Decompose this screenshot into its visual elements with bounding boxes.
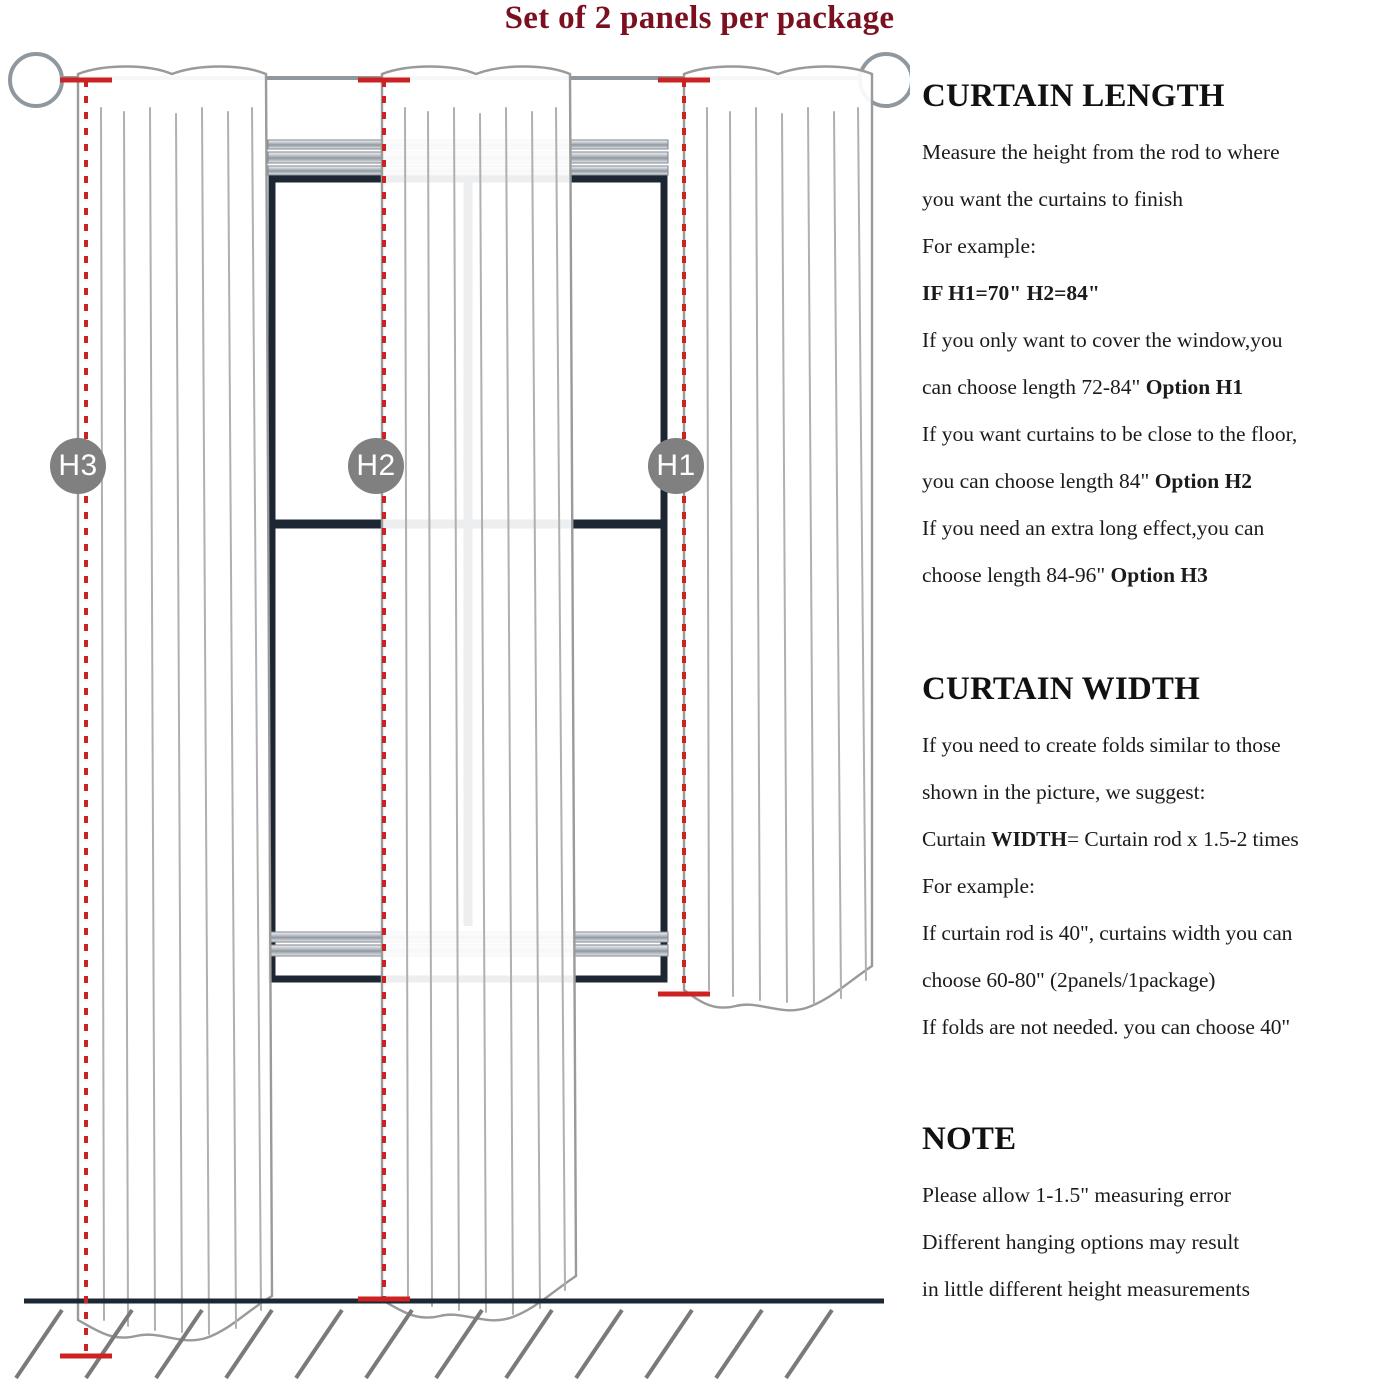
text-line <box>922 863 1392 910</box>
curtain-panel-right <box>684 67 872 1011</box>
text-line <box>922 364 1392 411</box>
page-title: Set of 2 panels per package <box>504 0 895 36</box>
text-line <box>922 129 1392 176</box>
text-line <box>922 1219 1392 1266</box>
text-run: Different hanging options may result <box>922 1230 1240 1254</box>
text-line <box>922 1266 1392 1313</box>
text-run: For example: <box>922 874 1035 898</box>
text-line <box>922 223 1392 270</box>
text-run: shown in the picture, we suggest: <box>922 780 1206 804</box>
section-body-note <box>922 1172 1392 1313</box>
text-line <box>922 1172 1392 1219</box>
text-line <box>922 1004 1392 1051</box>
text-run: Measure the height from the rod to where <box>922 140 1280 164</box>
text-run: you can choose length 84" <box>922 469 1155 493</box>
text-line <box>922 317 1392 364</box>
text-run: If folds are not needed. you can choose 40" <box>922 1015 1291 1039</box>
text-run: If you only want to cover the window,you <box>922 328 1283 352</box>
measure-label-h2: H2 <box>348 438 404 494</box>
text-line <box>922 910 1392 957</box>
text-line <box>922 816 1392 863</box>
text-emphasis: Option H1 <box>1145 375 1244 399</box>
text-line <box>922 505 1392 552</box>
section-heading-curtain-length: CURTAIN LENGTH <box>922 78 1225 114</box>
text-run: If you need an extra long effect,you can <box>922 516 1265 540</box>
measure-label-h1: H1 <box>648 438 704 494</box>
section-body-curtain-width <box>922 722 1392 1051</box>
text-run: = Curtain rod x 1.5-2 times <box>1067 827 1299 851</box>
text-line <box>922 957 1392 1004</box>
text-line <box>922 552 1392 599</box>
text-run: Curtain <box>922 827 992 851</box>
text-line <box>922 458 1392 505</box>
text-emphasis: WIDTH <box>991 827 1068 851</box>
text-run: choose 60-80" (2panels/1package) <box>922 968 1216 992</box>
curtain-panel-middle <box>382 67 576 1321</box>
text-emphasis: Option H2 <box>1154 469 1253 493</box>
text-run: you want the curtains to finish <box>922 187 1183 211</box>
text-line <box>922 270 1392 317</box>
text-run: If you want curtains to be close to the floor, <box>922 422 1298 446</box>
section-heading-curtain-width: CURTAIN WIDTH <box>922 671 1201 707</box>
section-curtain-length <box>922 78 1392 599</box>
section-note <box>922 1121 1392 1313</box>
text-run: If curtain rod is 40", curtains width you can <box>922 921 1293 945</box>
curtain-illustration <box>0 48 910 1382</box>
text-run: Please allow 1-1.5" measuring error <box>922 1183 1232 1207</box>
text-emphasis: IF H1=70" H2=84" <box>922 281 1100 305</box>
text-emphasis: Option H3 <box>1110 563 1208 587</box>
text-run: choose length 84-96" <box>922 563 1111 587</box>
text-run: If you need to create folds similar to those <box>922 733 1281 757</box>
text-line <box>922 411 1392 458</box>
text-line <box>922 722 1392 769</box>
measure-label-h3: H3 <box>50 438 106 494</box>
text-run: in little different height measurements <box>922 1277 1250 1301</box>
text-run: For example: <box>922 234 1037 258</box>
section-curtain-width <box>922 671 1392 1051</box>
section-heading-note: NOTE <box>922 1121 1017 1157</box>
text-line <box>922 176 1392 223</box>
section-body-curtain-length <box>922 129 1392 599</box>
curtain-panel-left <box>78 67 272 1341</box>
text-line <box>922 769 1392 816</box>
text-run: can choose length 72-84" <box>922 375 1146 399</box>
guide-text-column <box>922 78 1392 1313</box>
